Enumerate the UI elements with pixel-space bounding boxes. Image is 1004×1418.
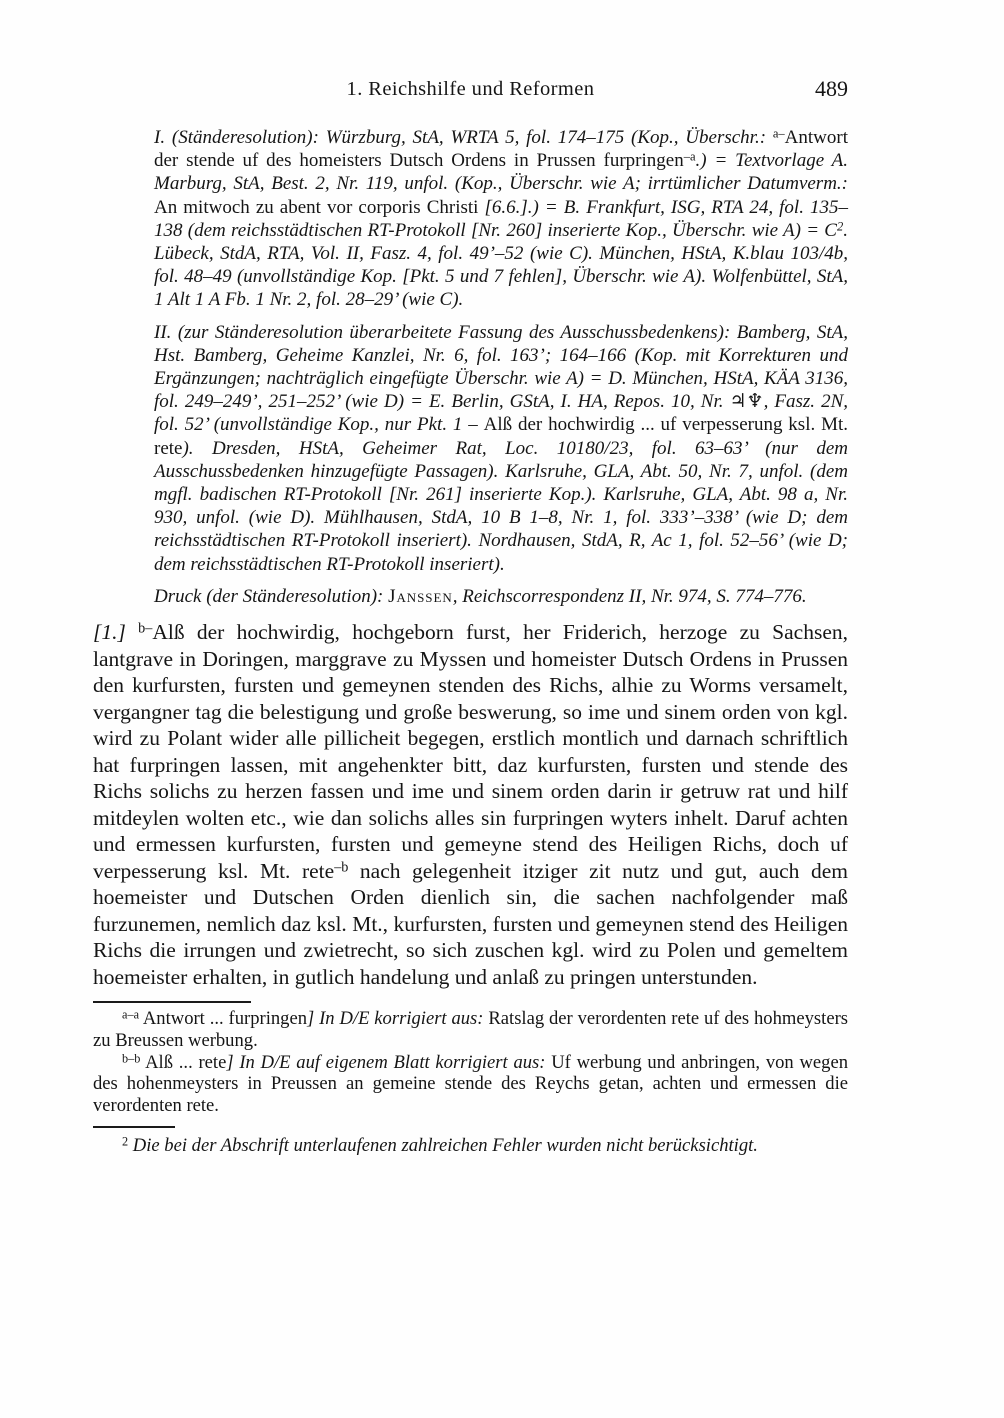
variant-footnotes-section <box>93 1008 848 1117</box>
variant-note-b <box>93 1052 848 1117</box>
text-segment: a–a <box>122 1007 140 1022</box>
page-number: 489 <box>815 76 848 101</box>
text-segment: a– <box>772 126 785 141</box>
text-segment: b– <box>138 620 153 637</box>
text-segment: I. (Ständeresolution): Würzburg, StA, WRTA 5, fol. 174–175 (Kop., Überschr.: <box>154 127 773 148</box>
text-segment: ] In D/E korrigiert aus: <box>307 1008 484 1030</box>
text-segment: An mitwoch zu abent vor corporis Christi <box>154 196 485 218</box>
print-reference <box>154 585 848 608</box>
source-entry-2 <box>154 321 848 576</box>
text-segment: ). Dresden, HStA, Geheimer Rat, Loc. 10180/23, fol. 63–63’ (nur dem Ausschussbedenken hinzugefügte Passagen). Karlsruhe, GLA, Abt. 50, Nr. 7, unfol. (dem mgfl. badischen RT-Protokoll [Nr. 261] inserierte Kop.). Karlsruhe, GLA, Abt. 98 a, Nr. 930, unfol. (wie D). Mühlhausen, StdA, 10 B 1–8, Nr. 1, fol. 333’–338’ (wie D; dem reichsstädtischen RT-Protokoll inseriert). Nordhausen, StdA, R, Ac 1, fol. 52–56’ (wie D; dem reichsstädtischen RT-Protokoll inseriert). <box>154 437 848 575</box>
text-segment: II. (zur Ständeresolution überarbeitete Fassung des Ausschussbedenkens): Bamberg, StA, Hst. Bamberg, Geheime Kanzlei, Nr. 6, fol. 163’; 164–166 (Kop. mit Korrekturen und Ergänzungen; nachträglich eingefügte Überschr. wie A) = D. München, HStA, KÄA 3136, fol. 249–249’, 251–252’ (wie D) = E. Berlin, GStA, I. HA, Repos. 10, Nr. ♃♆, Fasz. 2N, fol. 52’ (unvollständige Kop., nur Pkt. 1 – <box>154 321 848 436</box>
text-segment: , Reichscorrespondenz II, Nr. 974, S. 774–776. <box>452 585 807 607</box>
comment-footnote-rule <box>93 1126 175 1128</box>
text-segment: Antwort ... furpringen <box>139 1008 308 1030</box>
source-apparatus-section <box>93 126 848 608</box>
text-segment: nach gelegenheit itziger zit nutz und gut, auch dem hoemeister und Dutschen Orden dienlich sin, die sachen nachfolgender maß furzunemen, nemlich daz ksl. Mt., kurfursten, fursten und gemeynen stend des Heiligen Richs die irrungen und zwietrecht, so sich zuschen kgl. wird zu Polen und gemeltem hoemeister erhalten, in gutlich handelung und anlaß zu pringen unterstunden. <box>93 858 848 989</box>
variant-footnote-rule <box>93 1001 251 1003</box>
text-segment: .) = Textvorlage A. Marburg, StA, Best. 2, Nr. 119, unfol. (Kop., Überschr. wie A; irrtümlicher Datumverm.: <box>154 150 848 195</box>
text-segment: [6.6.].) = B. Frankfurt, ISG, RTA 24, fol. 135–138 (dem reichsstädtischen RT-Protokoll [Nr. 260] inserierte Kop., Überschr. wie A) = C <box>154 196 849 241</box>
text-segment: Druck (der Ständeresolution): <box>154 585 389 607</box>
text-segment: b–b <box>122 1051 141 1066</box>
text-segment: 2 <box>836 219 844 234</box>
comment-footnotes-section <box>93 1135 848 1157</box>
variant-note-a <box>93 1008 848 1052</box>
text-segment: Alß ... rete <box>140 1051 227 1073</box>
text-segment: Die bei der Abschrift unterlaufenen zahlreichen Fehler wurden nicht berücksichtigt. <box>128 1135 758 1157</box>
main-text-paragraph-1 <box>93 619 848 990</box>
text-segment: Janssen <box>388 585 453 607</box>
text-segment: Uf werbung und anbringen, von wegen des hohenmeysters in Preussen an gemeine stende des Reychs getan, achten und ermessen die verordenten rete. <box>93 1051 848 1117</box>
text-segment: ] In D/E auf eigenem Blatt korrigiert aus: <box>226 1051 546 1073</box>
text-segment: –a <box>683 149 696 164</box>
text-segment: Alß der hochwirdig ... uf verpesserung ksl. Mt. rete <box>154 414 848 459</box>
text-segment: Ratslag der verordenten rete uf des hohmeysters zu Breussen werbung. <box>93 1008 848 1051</box>
running-head <box>93 78 848 104</box>
text-segment: Antwort der stende uf des homeisters Dutsch Ordens in Prussen furpringen <box>154 127 848 172</box>
chapter-title: 1. Reichshilfe und Reformen <box>346 78 595 100</box>
text-segment: Alß der hochwirdig, hochgeborn furst, her Friderich, herzoge zu Sachsen, lantgrave in Doringen, marggrave zu Myssen und homeister Dutsch Ordens in Prussen den kurfursten, fursten und gemeynen stenden des Richs, alhie zu Worms versamelt, vergangner tag die belestigung und große beswerung, so ime und sinem orden von kgl. wird zu Polant wider alle pillicheit begegen, erstlich montlich und darnach schriftlich hat furpringen lassen, mit angehenkter bitt, daz kurfursten, fursten und stende des Richs solichs zu herzen fassen und ime und sinem orden darin ir getruw rat und hilf mitdeylen wolten etc., wie dan solichs alles sin furpringen wyters inhelt. Daruf achten und ermessen kurfursten, fursten und gemeyne stend des Heiligen Richs, doch uf verpesserung ksl. Mt. rete <box>93 620 849 883</box>
comment-note-2 <box>93 1135 848 1157</box>
source-entry-1 <box>154 126 848 312</box>
text-segment: –b <box>334 859 349 876</box>
text-segment: [1.] <box>93 620 139 645</box>
text-segment: . Lübeck, StdA, RTA, Vol. II, Fasz. 4, fol. 49’–52 (wie C). München, HStA, K.blau 103/4b, fol. 48–49 (unvollständige Kop. [Pkt. 5 und 7 fehlen], Überschr. wie A). Wolfenbüttel, StA, 1 Alt 1 A Fb. 1 Nr. 2, fol. 28–29’ (wie C). <box>154 219 848 311</box>
main-text-section <box>93 619 848 990</box>
text-segment: 2 <box>122 1134 129 1149</box>
